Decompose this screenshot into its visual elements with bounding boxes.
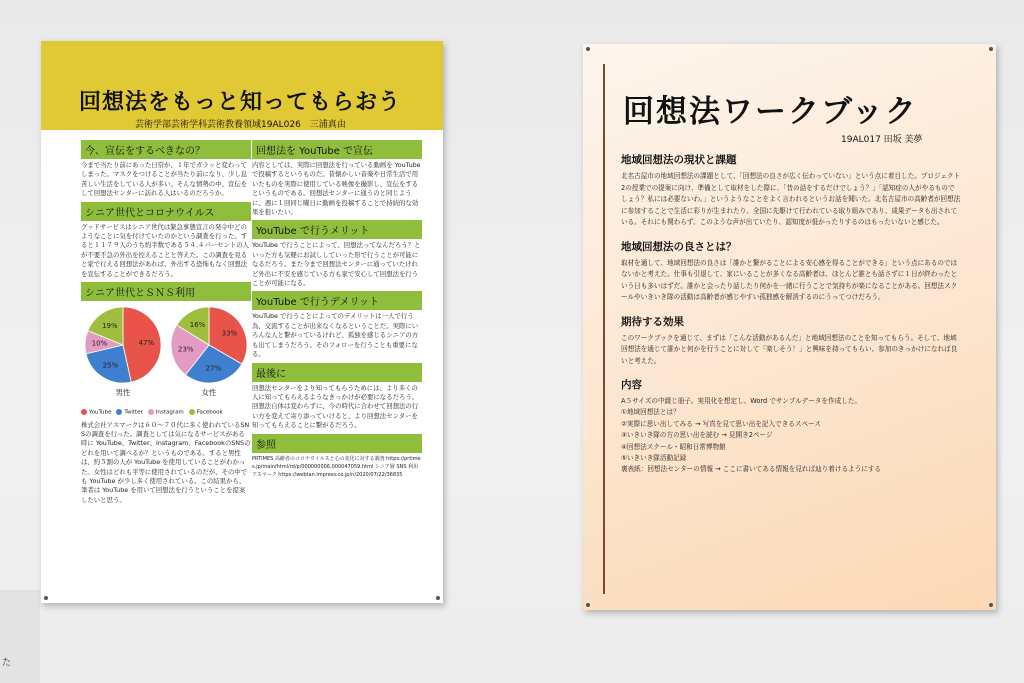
facebook-dot-icon [189,409,195,415]
content-item: ③いきいき隊の方の思い出を読む → 見開き2ページ [621,431,773,440]
section-heading: 地域回想法の現状と課題 [621,154,737,166]
content-item: ②実際に思い出してみる → 写真を見て思い出を記入できるスペース [621,419,821,428]
right-poster [583,44,996,610]
section-heading: 期待する効果 [621,315,684,328]
instagram-dot-icon [148,409,154,415]
section-heading: YouTube で行うデメリット [252,291,422,310]
legend-item: Instagram [148,409,184,416]
content-item: ⑤いきいき隊活動記録 [621,454,687,463]
poster-title: 回想法をもっと知ってもらおう [79,90,402,115]
pie-charts [81,303,251,407]
wall-text: た [2,658,12,668]
content-intro: A５サイズの中綴じ冊子。実用化を想定し、Word でサンプルデータを作成した。 [621,397,862,405]
pin-icon [436,596,440,600]
pie-data-label: 25% [102,361,119,370]
wall-corner [0,590,40,683]
poster-title: 回想法ワークブック [623,94,918,130]
legend-item: YouTube [81,409,111,416]
section-body: 今まで当たり前にあった日常が、１年でガラッと変わってしまった。マスクをつけることが当たり前になり、少し息苦しい生活をしている人が多い。そんな情勢の中、宣伝をして回想法センターに訪れる人はいるのだろうか。 [81,161,248,198]
binding-line [603,64,605,594]
section-heading: 地域回想法の良さとは？ [621,240,737,253]
right-column [252,137,422,479]
section-heading: YouTube で行うメリット [252,220,422,239]
pie-title: 女性 [201,388,217,398]
section-heading: シニア世代とＳＮＳ利用 [81,282,251,301]
section-body: YouTube で行うことによってのデメリットは一人で行う為、交流することが出来なくなるということだ。実際にいろんな人と繋がっているけれど、孤独を感じるシニアの方も出てしまうだろう。そのフォローを行うことも重要になる。 [252,312,419,359]
pie-title: 男性 [115,388,131,398]
pin-icon [586,47,590,51]
poster-body [621,142,961,476]
pie-data-label: 19% [102,321,118,330]
section-body: このワークブックを通じて、まずは「こんな活動があるんだ」と地域回想法のことを知ってもらう。そして、地域回想法を通じて誰かと何かを行うことに対して「楽しそう！」と興味を持ってもらい、参加のきっかけになれば良いと考えた。 [621,333,958,365]
pin-icon [989,47,993,51]
section-body: グッドサービスはシニア世代は緊急事態宣言の発令中どのようなことに気を付けていたのかという調査を行った。すると１１７９人のうち約半数である５４.４パーセントの人が不要不急の外出を控えることと答えた。この調査を見ると家で行える回想法があれば、外出する恐怖もなく回想法を宣伝することができるだろう。 [81,222,250,278]
pie-data-label: 23% [178,345,194,354]
left-column [81,137,251,505]
pie-data-label: 16% [189,320,206,329]
pie-data-label: 33% [221,329,238,338]
section-heading: 今、宣伝をするべきなの？ [81,140,251,159]
section-body: 内容としては、実際に回想法を行っている動画を YouTube で投稿するというものだ。昔懐かしい音楽や日常生活で用いたものを実際に使用している映像を撮影し、宣伝をするというものである。回想法センターに通うのと同じように、週に１回同じ曜日に動画を投稿することで持続的な効果を狙いたい。 [252,161,421,217]
legend-item: Facebook [189,409,223,416]
content-item: 裏表紙：回想法センターの情報 → ここに書いてある情報を見れば辿り着けるようにする [621,465,882,474]
poster-author: 芸術学部芸術学科芸術教養領域19AL026 三浦真由 [135,120,346,130]
pie-data-label: 10% [91,339,108,348]
chart-legend [81,409,251,416]
pin-icon [586,603,590,607]
content-item: ①地域回想法とは？ [621,408,680,417]
twitter-dot-icon [116,409,122,415]
pie-data-label: 47% [138,339,155,348]
section-heading: 最後に [252,363,422,382]
left-poster [41,41,443,603]
pie-charts-svg [81,303,251,399]
section-heading: 内容 [621,379,642,391]
section-body: 北名古屋市の地域回想法の課題として、「回想法の良さが広く伝わっていない」という点に着目した。プロジェクト2の授業での提案に向け、準備として取材をした際に、「昔の話をするだけでしょう？」「認知症の人がやるものでしょう？私には必要ないわ。」というようなことをよく言われるというお話を聞いた。北名古屋市の高齢者が回想法に参加することで生活に彩りが生まれたり、全国に先駆けて行われている取り組みであり、成果データも出されている。それにも関わらず、このような声が出ていたり、認知度が低かったりするのはもったいないと感じた。 [621,172,961,226]
pin-icon [989,603,993,607]
section-body: 取材を通して、地域回想法の良さは「誰かと繋がることによる安心感を得ることができる」という点にあるのではないかと考えた。仕事も引退して、家にいることが多くなる高齢者は、ほとんど誰とも話さずに１日が終わったという日も多いはずだ。誰かと会ったり話したり何かを一緒に行うことで気持ちが楽になることがある。回想法スクールやいきいき隊の活動は高齢者が感じやすい孤独感を解消するのにうってつけだろう。 [621,258,958,301]
section-heading: 回想法を YouTube で宣伝 [252,140,422,159]
poster-author: 19AL017 田坂 美夢 [841,135,923,145]
legend-item: Twitter [116,409,142,416]
section-heading: 参照 [252,434,422,453]
sns-body: 株式会社アスマークは６０～７０代に多く使われているSNSの調査を行った。調査としては気になるサービスがある時に YouTube、Twitter、instagram、FacebookのSNSのどれを用いて調べるか？というものである。すると男性は、約５割の人が YouTube を使用していることがわかった。女性はどれも平等に使用されているのだが、その中でも YouTube が少し多く使用されている。この結果から、筆者は YouTube を用いて回想法を行うということを提案したいと思う。 [81,420,251,504]
section-body: YouTube で行うことによって、回想法ってなんだろう？といった方も気軽にお試ししていった形で行うことが可能になるだろう。また今まで回想法センターに通っていたけれど外出に不安を感じている方も家で安心して回想法を行うことが可能になる。 [252,241,421,288]
references: PRTIMES 高齢者のコロナウイルスと心の変化に対する調査 https://prtimes.jp/main/html/rd/p/000000006.000047059.html シニア層 SNS 利用 アスマーク https://webtan.impress.co.jp/n/2020/07/22/36835 [252,455,421,478]
pie-data-label: 27% [205,364,222,373]
pin-icon [44,596,48,600]
section-heading: シニア世代とコロナウイルス [81,202,251,221]
youtube-dot-icon [81,409,87,415]
content-item: ④回想法スクール・昭和日常博物館 [621,442,726,451]
section-body: 回想法センターをより知ってもらうためには、より多くの人に知ってもらえるようなきっかけが必要になるだろう。回想法自体は変わらずに、今の時代に合わせて回想法の行い方を変えて寄り添っていけると、より回想法センターを知ってもらえることに繋がるだろう。 [252,383,419,430]
